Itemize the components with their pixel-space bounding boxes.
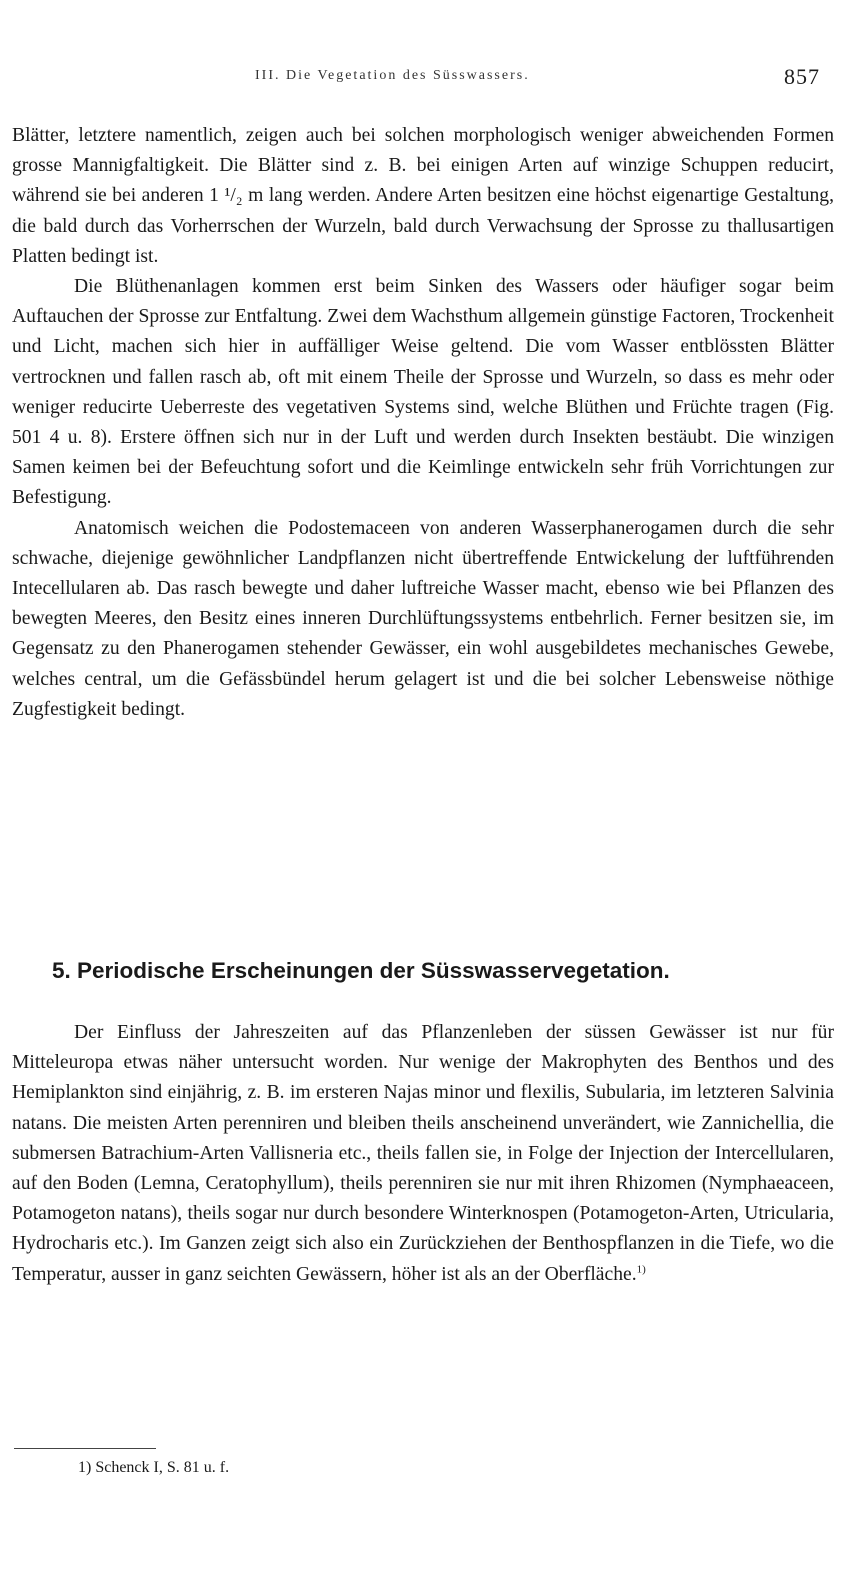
section-podostemaceae-text: [12, 121, 834, 725]
paragraph-flowering: Die Blüthenanlagen kommen erst beim Sinken des Wassers oder häufiger sogar beim Auftauchen der Sprosse zur Entfaltung. Zwei dem Wachsthum allgemein günstige Factoren, Trockenheit und Licht, machen sich hier in auffälliger Weise geltend. Die vom Wasser entblössten Blätter vertrocknen und fallen rasch ab, oft mit einem Theile der Sprosse und Wurzeln, so dass es mehr oder weniger reducirte Ueberreste des vegetativen Systems sind, welche Blüthen und Früchte tragen (Fig. 501 4 u. 8). Erstere öffnen sich nur in der Luft und werden durch Insekten bestäubt. Die winzigen Samen keimen bei der Befeuchtung sofort und die Keimlinge entwickeln sehr früh Vorrichtungen zur Befestigung.: [12, 276, 834, 509]
section-heading: 5. Periodische Erscheinungen der Süsswasservegetation.: [52, 958, 670, 983]
footnote-marker: 1): [78, 1459, 92, 1476]
paragraph-leaves: Blätter, letztere namentlich, zeigen auch bei solchen morphologisch weniger abweichenden Formen grosse Mannigfaltigkeit. Die Blätter sind z. B. bei einigen Arten auf winzige Schuppen reducirt, während sie bei anderen 1 ¹/₂ m lang werden. Andere Arten besitzen eine höchst eigenartige Gestaltung, die bald durch das Vorherrschen der Wurzeln, bald durch Verwachsung der Sprosse zu thallusartigen Platten bedingt ist.: [12, 125, 834, 267]
paragraph-seasons: [12, 1018, 834, 1290]
page-number: 857: [784, 64, 820, 89]
footnote-text: Schenck I, S. 81 u. f.: [95, 1459, 230, 1476]
footnote-reference: 1): [636, 1263, 646, 1276]
paragraph-anatomy: Anatomisch weichen die Podostemaceen von anderen Wasserphanerogamen durch die sehr schwache, diejenige gewöhnlicher Landpflanzen nicht übertreffende Entwickelung der luftführenden Intecellularen ab. Das rasch bewegte und daher luftreiche Wasser macht, ebenso wie bei Pflanzen des bewegten Meeres, den Besitz eines inneren Durchlüftungssystems entbehrlich. Ferner besitzen sie, im Gegensatz zu den Phanerogamen stehender Gewässer, ein wohl ausgebildetes mechanisches Gewebe, welches central, um die Gefässbündel herum gelagert ist und die bei solcher Lebensweise nöthige Zugfestigkeit bedingt.: [12, 517, 834, 720]
section-periodic-text: [12, 1018, 834, 1290]
paragraph-seasons-text: Der Einfluss der Jahreszeiten auf das Pflanzenleben der süssen Gewässer ist nur für Mitteleuropa etwas näher untersucht worden. Nur wenige der Makrophyten des Benthos und des Hemiplankton sind einjährig, z. B. im ersteren Najas minor und flexilis, Subularia, im letzteren Salvinia natans. Die meisten Arten perenniren und bleiben theils anscheinend unverändert, wie Zannichellia, die submersen Batrachium-Arten Vallisneria etc., theils fallen sie, in Folge der Injection der Intercellularen, auf den Boden (Lemna, Ceratophyllum), theils perenniren sie nur mit ihren Rhizomen (Nymphaeaceen, Potamogeton natans), theils sogar nur durch besondere Winterknospen (Potamogeton-Arten, Utricularia, Hydrocharis etc.). Im Ganzen zeigt sich also ein Zurückziehen der Benthospflanzen in die Tiefe, wo die Temperatur, ausser in ganz seichten Gewässern, höher ist als an der Oberfläche.: [12, 1022, 834, 1285]
footnote-divider: [14, 1448, 156, 1449]
footnote: [78, 1457, 229, 1479]
running-head: III. Die Vegetation des Süsswassers.: [255, 68, 530, 83]
page-header: [0, 64, 850, 94]
